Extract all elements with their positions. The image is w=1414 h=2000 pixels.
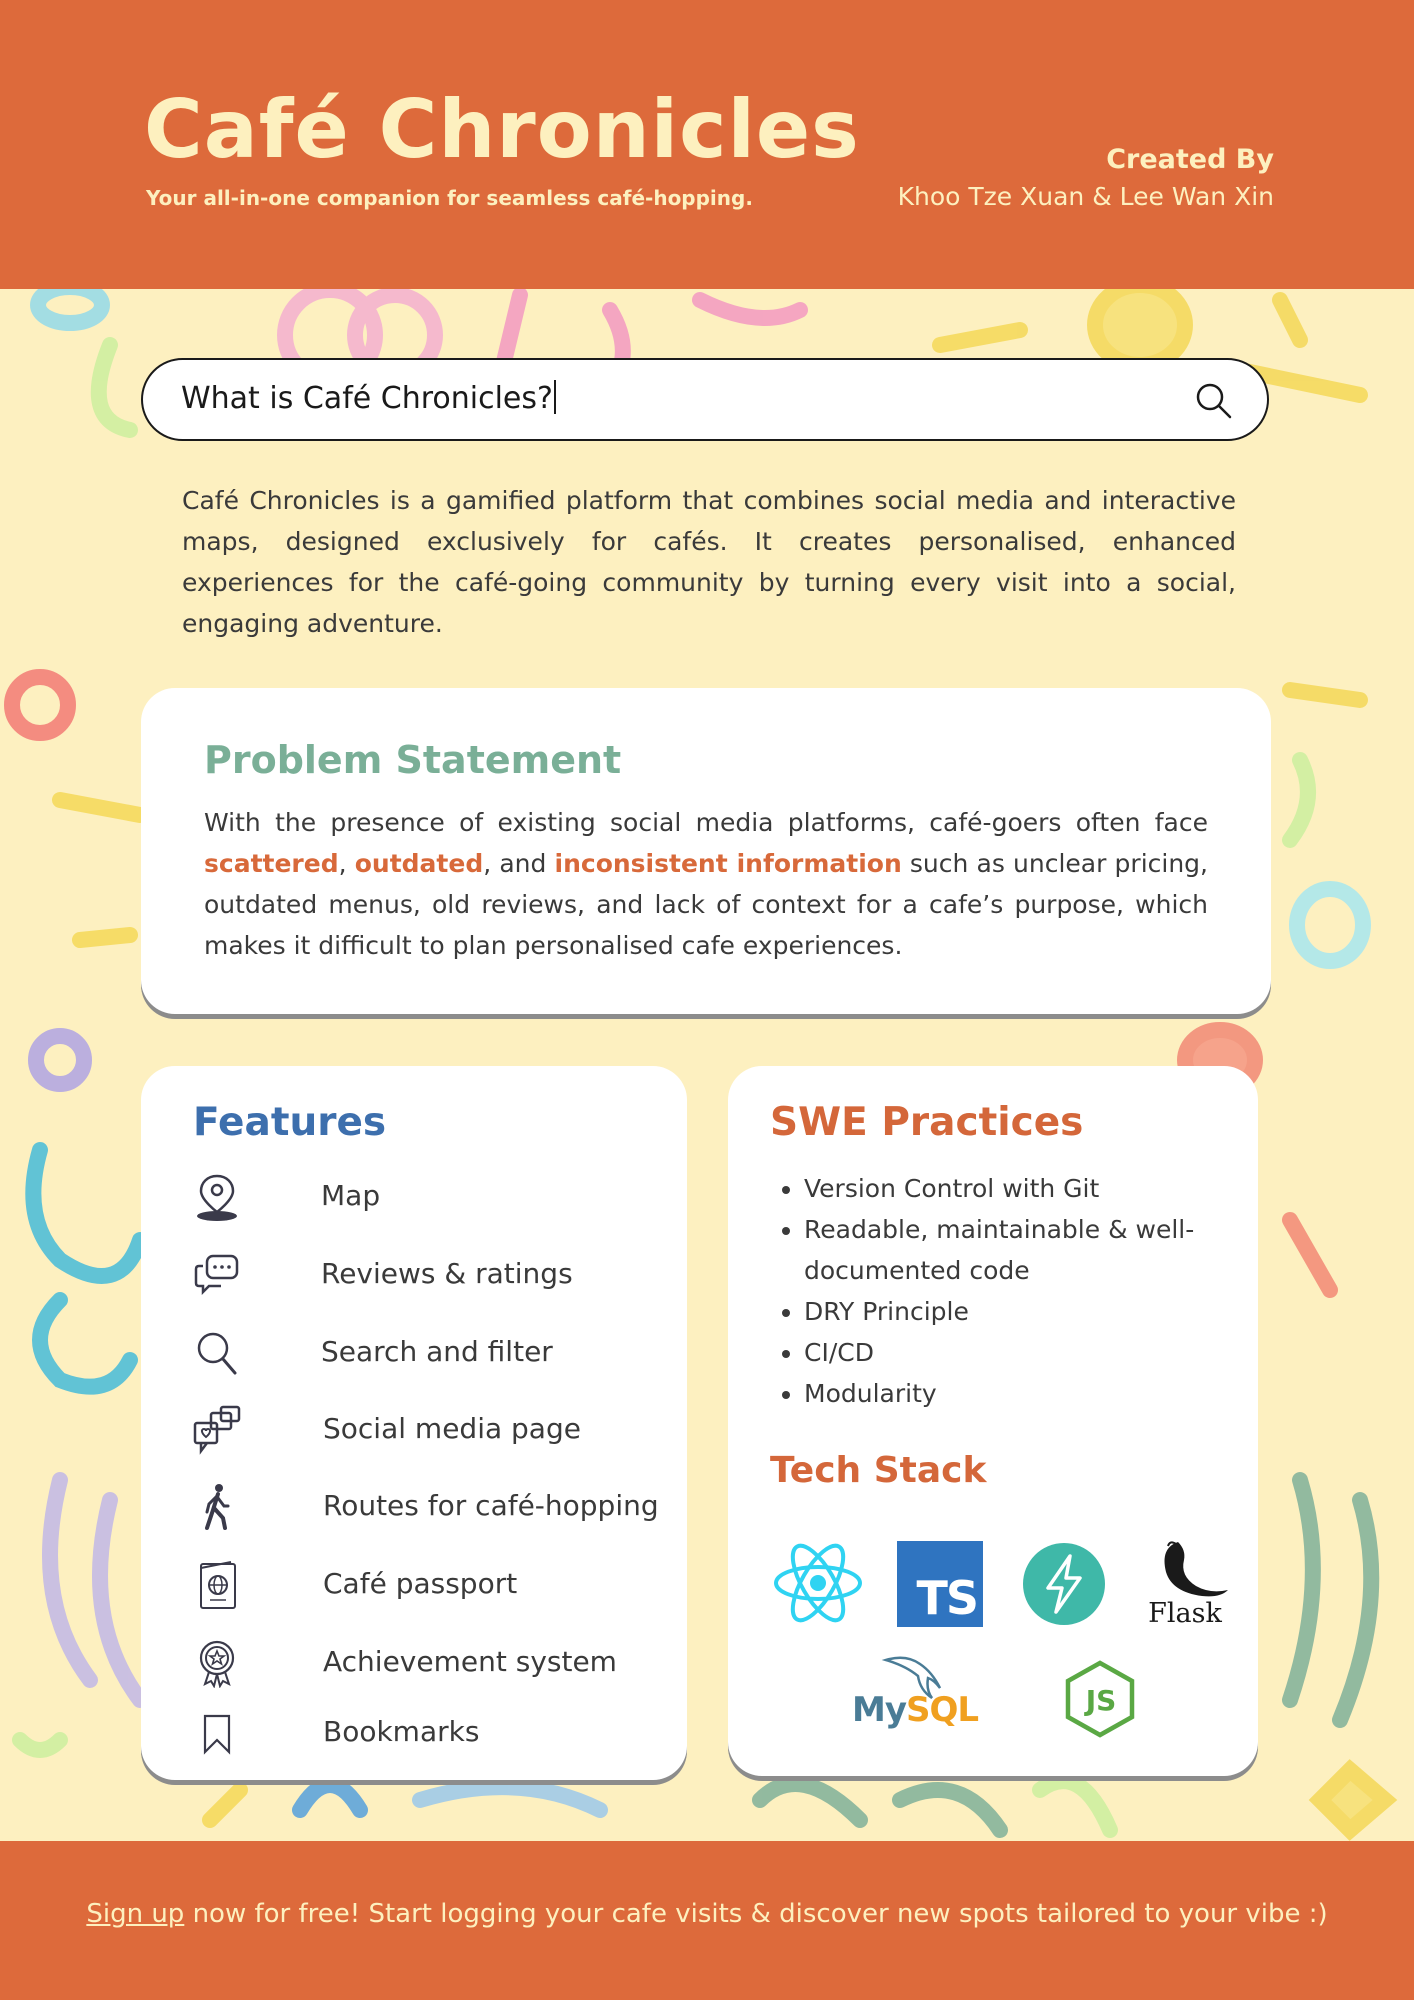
problem-statement-card	[141, 688, 1271, 1014]
supabase-logo	[1022, 1542, 1106, 1626]
intro-paragraph: Café Chronicles is a gamified platform that combines social media and interactive maps, designed exclusively for cafés. It creates personalised, enhanced experiences for the café-going community by turning every visit into a social, engaging adventure.	[182, 486, 1236, 638]
flask-horn-icon	[1140, 1538, 1230, 1602]
magnifier-icon	[193, 1328, 241, 1378]
typescript-logo-text: TS	[916, 1571, 977, 1625]
problem-sep-2: , and	[483, 849, 555, 878]
footer-banner	[0, 1841, 1414, 2000]
search-input-value: What is Café Chronicles?	[181, 381, 553, 416]
feature-social	[193, 1399, 673, 1459]
text-caret	[554, 380, 556, 414]
feature-reviews	[193, 1244, 673, 1304]
search-input[interactable]	[181, 380, 556, 416]
feature-label-search: Search and filter	[321, 1335, 553, 1368]
search-bar[interactable]	[141, 358, 1269, 441]
swe-item: • Modularity	[804, 1373, 1264, 1414]
feature-label-routes: Routes for café-hopping	[323, 1489, 659, 1522]
swe-list	[770, 1168, 1264, 1414]
search-icon[interactable]	[1193, 380, 1233, 420]
feature-passport	[193, 1554, 673, 1614]
flask-logo-text: Flask	[1148, 1598, 1222, 1629]
created-by-label: Created By	[1106, 144, 1274, 175]
swe-practices-card	[728, 1066, 1258, 1776]
highlight-outdated: outdated	[354, 849, 484, 878]
brand-title: Café Chronicles	[144, 83, 860, 176]
highlight-scattered: scattered	[204, 849, 339, 878]
brand-tagline: Your all-in-one companion for seamless café-hopping.	[146, 186, 753, 210]
highlight-inconsistent: inconsistent information	[554, 849, 902, 878]
swe-heading: SWE Practices	[770, 1100, 1084, 1145]
problem-text-end: such as unclear pricing, outdated menus, old reviews, and lack of context for a cafe’s purpose, which makes it difficult to plan personalised cafe experiences.	[204, 849, 1208, 960]
features-card	[141, 1066, 687, 1780]
feature-map	[193, 1166, 673, 1226]
feature-achievements	[193, 1632, 673, 1692]
swe-item: • Readable, maintainable & well-documented code	[804, 1209, 1264, 1291]
feature-bookmarks	[193, 1702, 673, 1762]
feature-label-achievements: Achievement system	[323, 1645, 617, 1678]
tech-stack-heading: Tech Stack	[770, 1450, 987, 1491]
bookmark-icon	[193, 1708, 241, 1758]
swe-item: • DRY Principle	[804, 1291, 1264, 1332]
footer-message: now for free! Start logging your cafe visits & discover new spots tailored to your vibe :)	[184, 1899, 1328, 1929]
signup-link[interactable]: Sign up	[86, 1899, 185, 1929]
mysql-logo	[846, 1654, 978, 1740]
passport-icon	[193, 1560, 241, 1610]
feature-label-bookmarks: Bookmarks	[323, 1715, 480, 1748]
chat-bubbles-icon	[193, 1250, 241, 1300]
problem-text	[204, 802, 1208, 966]
feature-label-social: Social media page	[323, 1412, 581, 1445]
feature-search	[193, 1322, 673, 1382]
mysql-logo-text	[852, 1690, 978, 1730]
swe-item: • Version Control with Git	[804, 1168, 1264, 1209]
typescript-logo	[897, 1541, 983, 1627]
react-logo	[772, 1540, 864, 1626]
features-heading: Features	[193, 1100, 387, 1145]
header-banner	[0, 0, 1414, 289]
footer-text	[0, 1899, 1414, 1929]
mysql-logo-text-sql: SQL	[906, 1690, 979, 1730]
feature-label-passport: Café passport	[323, 1567, 518, 1600]
feature-routes	[193, 1476, 673, 1536]
swe-item: • CI/CD	[804, 1332, 1264, 1373]
social-posts-icon	[193, 1405, 241, 1455]
nodejs-logo-text: JS	[1085, 1684, 1117, 1717]
nodejs-logo	[1064, 1660, 1136, 1738]
feature-label-reviews: Reviews & ratings	[321, 1257, 573, 1290]
authors: Khoo Tze Xuan & Lee Wan Xin	[897, 182, 1274, 211]
problem-sep-1: ,	[338, 849, 355, 878]
mysql-logo-text-my: My	[852, 1690, 906, 1730]
walking-person-icon	[193, 1482, 241, 1532]
award-badge-icon	[193, 1638, 241, 1688]
problem-heading: Problem Statement	[204, 738, 622, 782]
flask-logo	[1140, 1538, 1230, 1632]
feature-label-map: Map	[321, 1179, 381, 1212]
problem-text-start: With the presence of existing social media platforms, café-goers often face	[204, 808, 1208, 837]
map-pin-icon	[193, 1172, 241, 1222]
